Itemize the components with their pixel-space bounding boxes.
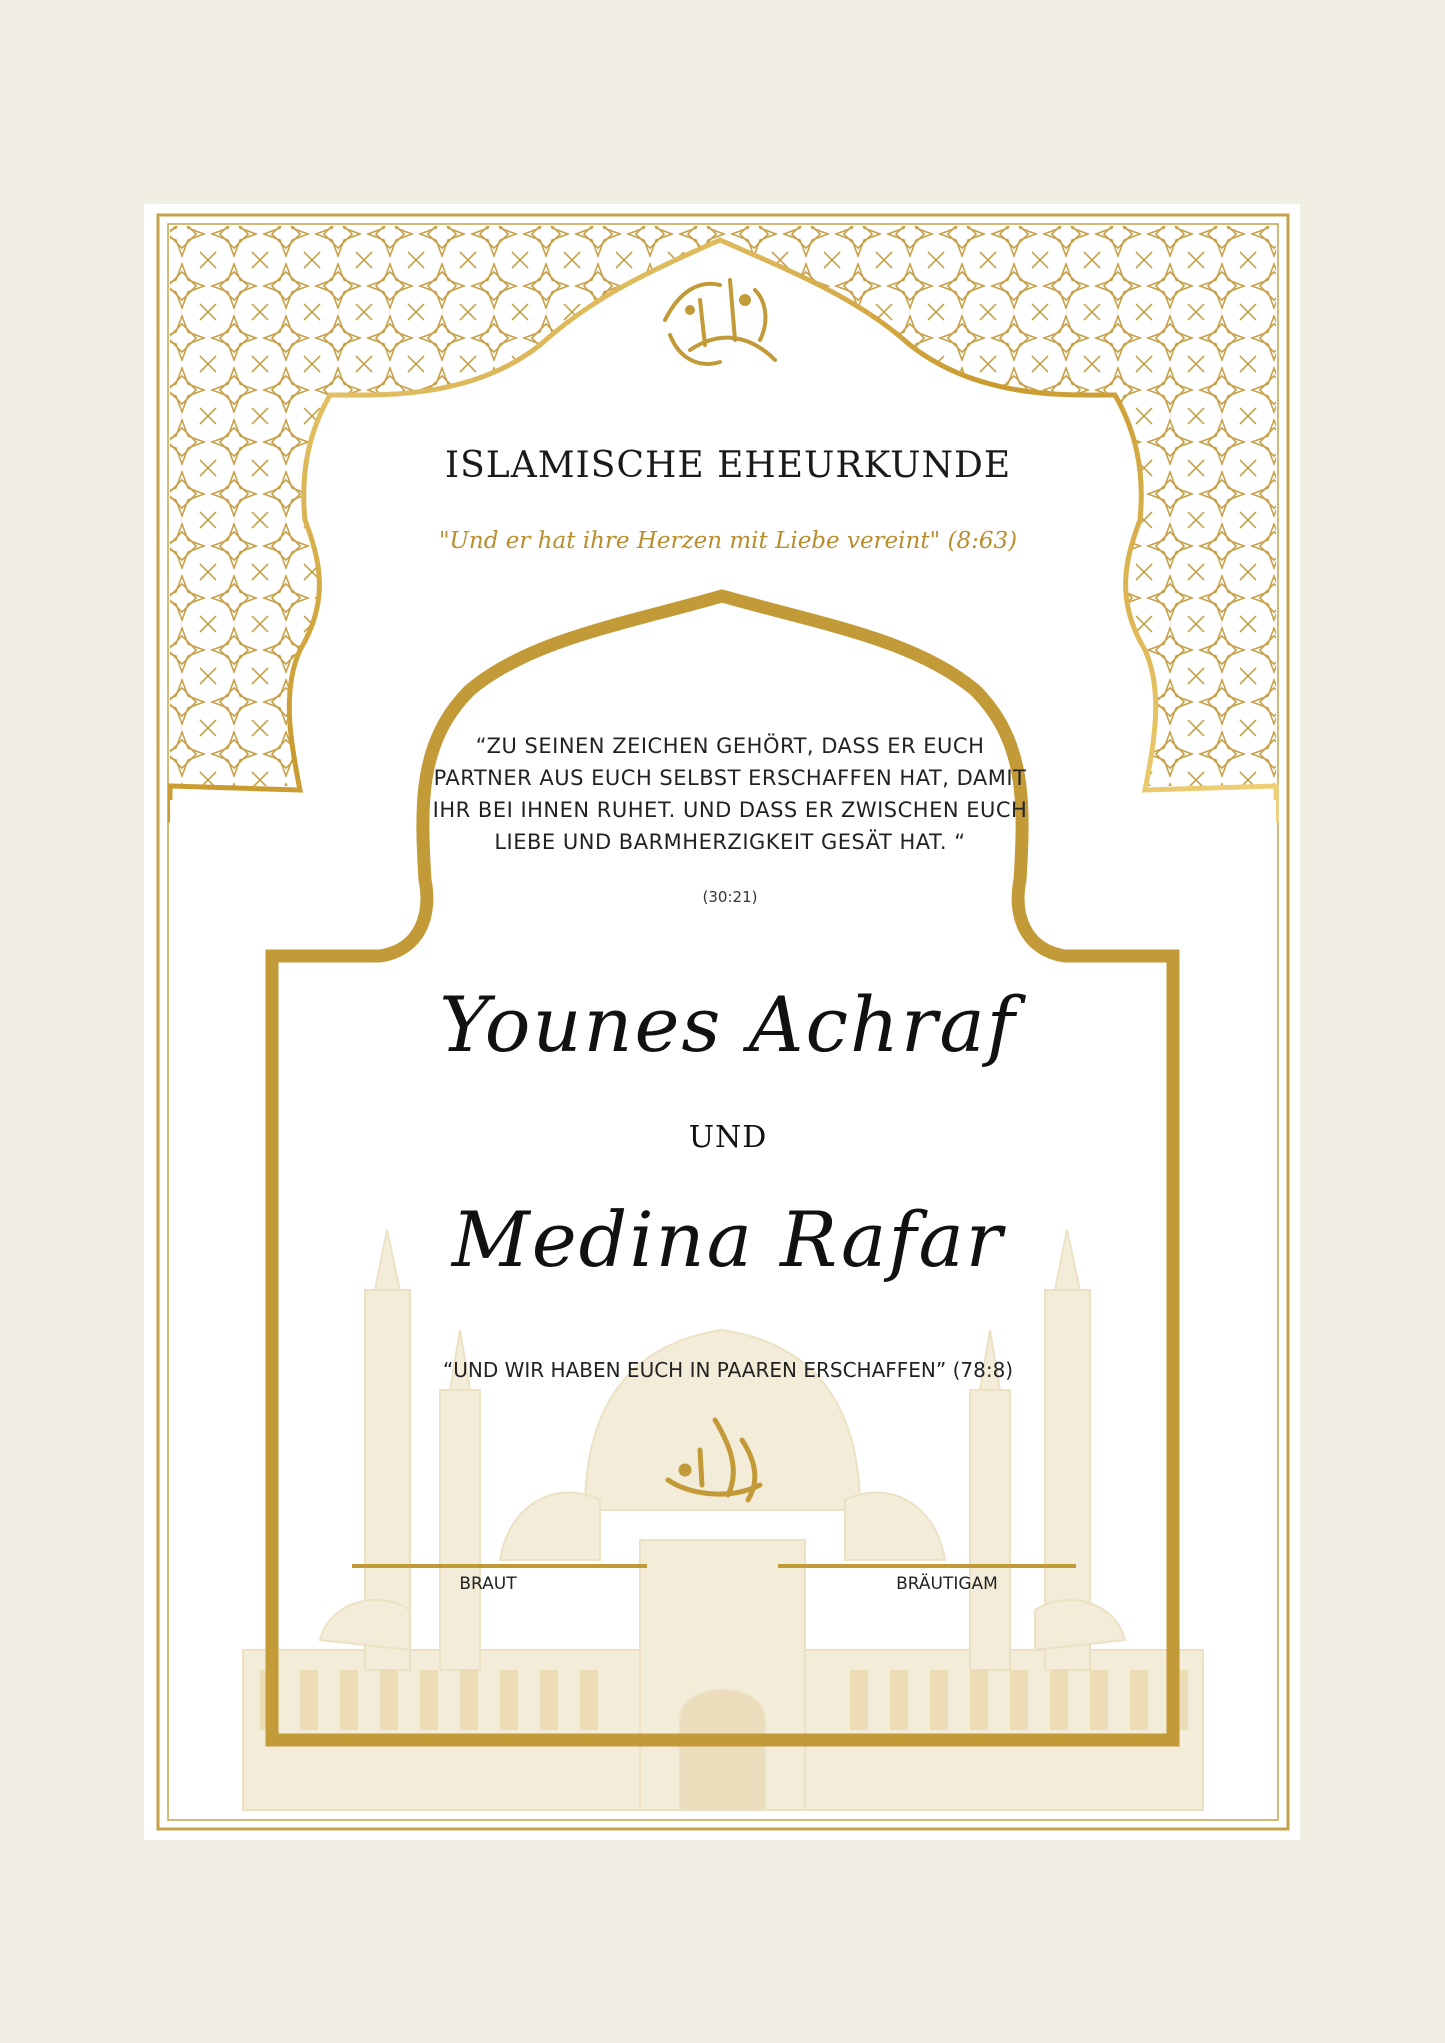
bride-signature-label: BRAUT	[459, 1574, 517, 1594]
groom-signature-line[interactable]	[778, 1564, 1076, 1568]
connector-und: UND	[688, 1120, 768, 1155]
verse-reference: (30:21)	[702, 888, 758, 906]
bride-signature-line[interactable]	[352, 1564, 647, 1568]
subtitle-quote: "Und er hat ihre Herzen mit Liebe vereint" (8:63)	[438, 528, 1018, 554]
closing-verse: “UND WIR HABEN EUCH IN PAAREN ERSCHAFFEN” (78:8)	[442, 1358, 1014, 1382]
groom-signature-label: BRÄUTIGAM	[896, 1574, 998, 1594]
groom-name: Younes Achraf	[439, 980, 1017, 1069]
certificate-title: ISLAMISCHE EHEURKUNDE	[444, 445, 1012, 486]
bride-name: Medina Rafar	[451, 1195, 1005, 1284]
quran-verse: “ZU SEINEN ZEICHEN GEHÖRT, DASS ER EUCH PARTNER AUS EUCH SELBST ERSCHAFFEN HAT, DAMIT IHR BEI IHNEN RUHET. UND DASS ER ZWISCHEN EUCH LIEBE UND BARMHERZIGKEIT GESÄT HAT. “	[432, 734, 1028, 854]
